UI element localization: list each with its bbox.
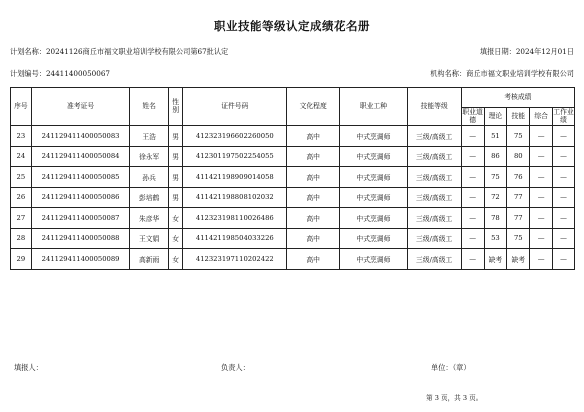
cell-education: 高中 (287, 249, 340, 270)
cell-theory: 53 (484, 228, 507, 249)
plan-no-label: 计划编号： (10, 69, 46, 78)
header-ethics: 职业道德 (462, 108, 483, 124)
cell-occupation: 中式烹调师 (340, 228, 408, 249)
cell-name: 高新雨 (130, 249, 168, 270)
cell-ethics: — (461, 126, 484, 147)
cell-seq: 28 (11, 228, 32, 249)
header-level: 技能等级 (407, 88, 461, 126)
cell-education: 高中 (287, 126, 340, 147)
cell-id-no: 412323198110026486 (183, 208, 287, 229)
cell-skill: 75 (507, 228, 530, 249)
cell-comprehensive: — (530, 146, 553, 167)
cell-seq: 29 (11, 249, 32, 270)
plan-no-value: 24411400050067 (45, 69, 110, 78)
plan-name-label: 计划名称： (10, 47, 46, 56)
table-row (11, 187, 575, 208)
cell-work: — (553, 167, 575, 188)
cell-level: 三级/高级工 (407, 187, 461, 208)
cell-level: 三级/高级工 (407, 249, 461, 270)
cell-name: 孙兵 (130, 167, 168, 188)
cell-occupation: 中式烹调师 (340, 167, 408, 188)
cell-name: 王浩 (130, 126, 168, 147)
filler-signature-label: 填报人： (14, 363, 43, 372)
header-scores: 考核成绩 (461, 88, 574, 108)
cell-ethics: — (461, 228, 484, 249)
cell-education: 高中 (287, 187, 340, 208)
org-name-label: 机构名称： (430, 69, 467, 78)
cell-gender: 男 (168, 146, 183, 167)
cell-education: 高中 (287, 208, 340, 229)
cell-id-no: 412323196602260050 (183, 126, 287, 147)
cell-exam-no: 241129411400050087 (31, 208, 130, 229)
cell-comprehensive: — (530, 249, 553, 270)
cell-comprehensive: — (530, 208, 553, 229)
cell-id-no: 412323197110202422 (183, 249, 287, 270)
cell-level: 三级/高级工 (407, 146, 461, 167)
cell-level: 三级/高级工 (407, 126, 461, 147)
cell-id-no: 411421198808102032 (183, 187, 287, 208)
unit-seal-label: 单位：（章） (431, 363, 471, 372)
cell-ethics: — (461, 208, 484, 229)
table-row (11, 126, 575, 147)
page-info: 第 3 页，共 3 页。 (426, 394, 483, 402)
cell-id-no: 411421198504033226 (183, 228, 287, 249)
header-seq: 序号 (11, 88, 32, 126)
cell-theory: 75 (484, 167, 507, 188)
cell-level: 三级/高级工 (407, 228, 461, 249)
cell-theory: 86 (484, 146, 507, 167)
cell-comprehensive: — (530, 167, 553, 188)
header-work: 工作业绩 (553, 108, 574, 124)
table-row (11, 146, 575, 167)
cell-gender: 男 (168, 167, 183, 188)
cell-skill: 77 (507, 208, 530, 229)
cell-exam-no: 241129411400050088 (31, 228, 130, 249)
cell-seq: 27 (11, 208, 32, 229)
cell-exam-no: 241129411400050089 (31, 249, 130, 270)
cell-work: — (553, 208, 575, 229)
cell-gender: 女 (168, 208, 183, 229)
cell-work: — (553, 228, 575, 249)
cell-occupation: 中式烹调师 (340, 208, 408, 229)
cell-id-no: 412301197502254055 (183, 146, 287, 167)
cell-skill: 80 (507, 146, 530, 167)
table-row (11, 208, 575, 229)
header-occupation: 职业工种 (340, 88, 408, 126)
header-id-no: 证件号码 (183, 88, 287, 126)
cell-occupation: 中式烹调师 (340, 126, 408, 147)
cell-occupation: 中式烹调师 (340, 146, 408, 167)
header-theory: 理论 (484, 108, 507, 126)
cell-work: — (553, 126, 575, 147)
cell-seq: 23 (11, 126, 32, 147)
cell-exam-no: 241129411400050083 (31, 126, 130, 147)
plan-name-line (10, 47, 228, 57)
cell-theory: 缺考 (484, 249, 507, 270)
header-name: 姓名 (130, 88, 168, 126)
cell-gender: 男 (168, 126, 183, 147)
cell-theory: 78 (484, 208, 507, 229)
cell-skill: 76 (507, 167, 530, 188)
cell-skill: 77 (507, 187, 530, 208)
header-comprehensive: 综合 (530, 108, 553, 126)
cell-name: 彭培鹤 (130, 187, 168, 208)
cell-work: — (553, 249, 575, 270)
org-name-value: 商丘市福文职业培训学校有限公司 (466, 69, 574, 78)
table-row (11, 249, 575, 270)
fill-date-line (480, 47, 574, 57)
cell-seq: 25 (11, 167, 32, 188)
table-row (11, 167, 575, 188)
cell-occupation: 中式烹调师 (340, 187, 408, 208)
score-roster-table (10, 87, 575, 270)
fill-date-label: 填报日期： (479, 47, 516, 56)
cell-seq: 26 (11, 187, 32, 208)
cell-level: 三级/高级工 (407, 167, 461, 188)
fill-date-value: 2024年12月01日 (515, 47, 574, 56)
cell-education: 高中 (287, 146, 340, 167)
cell-ethics: — (461, 146, 484, 167)
header-gender: 性别 (168, 88, 183, 126)
cell-comprehensive: — (530, 187, 553, 208)
cell-skill: 75 (507, 126, 530, 147)
cell-name: 徐永军 (130, 146, 168, 167)
cell-ethics: — (461, 249, 484, 270)
cell-work: — (553, 187, 575, 208)
cell-exam-no: 241129411400050086 (31, 187, 130, 208)
cell-exam-no: 241129411400050085 (31, 167, 130, 188)
cell-name: 朱彦华 (130, 208, 168, 229)
cell-seq: 24 (11, 146, 32, 167)
table-row (11, 228, 575, 249)
page-title: 职业技能等级认定成绩花名册 (214, 19, 370, 33)
plan-no-line (10, 69, 110, 79)
cell-ethics: — (461, 187, 484, 208)
cell-level: 三级/高级工 (407, 208, 461, 229)
responsible-signature-label: 负责人： (221, 363, 250, 372)
cell-name: 王文娟 (130, 228, 168, 249)
cell-gender: 男 (168, 187, 183, 208)
cell-comprehensive: — (530, 228, 553, 249)
cell-gender: 女 (168, 228, 183, 249)
cell-education: 高中 (287, 167, 340, 188)
cell-occupation: 中式烹调师 (340, 249, 408, 270)
cell-id-no: 411421198909014058 (183, 167, 287, 188)
cell-theory: 72 (484, 187, 507, 208)
cell-skill: 缺考 (507, 249, 530, 270)
cell-exam-no: 241129411400050084 (31, 146, 130, 167)
header-exam-no: 准考证号 (31, 88, 130, 126)
cell-education: 高中 (287, 228, 340, 249)
cell-work: — (553, 146, 575, 167)
plan-name-value: 20241126商丘市福文职业培训学校有限公司第67批认定 (45, 47, 229, 56)
cell-gender: 女 (168, 249, 183, 270)
cell-comprehensive: — (530, 126, 553, 147)
cell-ethics: — (461, 167, 484, 188)
header-skill: 技能 (507, 108, 530, 126)
org-name-line (430, 69, 574, 79)
header-education: 文化程度 (287, 88, 340, 126)
cell-theory: 51 (484, 126, 507, 147)
